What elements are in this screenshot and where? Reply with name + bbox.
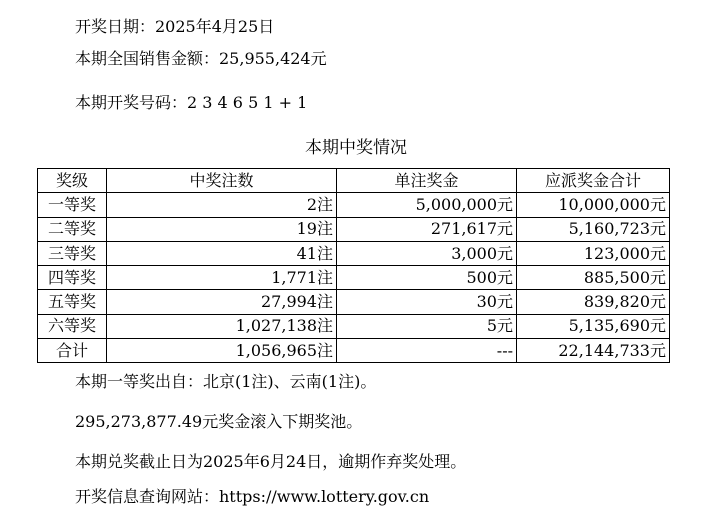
cell-total: 5,160,723元 xyxy=(517,217,670,241)
table-row xyxy=(38,266,670,290)
table-row xyxy=(38,314,670,338)
cell-count: 2注 xyxy=(107,193,337,217)
cell-count: 41注 xyxy=(107,241,337,265)
column-header-count: 中奖注数 xyxy=(107,169,337,193)
cell-level: 一等奖 xyxy=(38,193,107,217)
table-row xyxy=(38,241,670,265)
column-header-level: 奖级 xyxy=(38,169,107,193)
cell-total: 10,000,000元 xyxy=(517,193,670,217)
table-caption: 本期中奖情况 xyxy=(305,138,407,158)
claim-deadline: 本期兑奖截止日为2025年6月24日，逾期作弃奖处理。 xyxy=(75,452,467,471)
table-header-row xyxy=(38,169,670,193)
cell-prize: --- xyxy=(337,339,517,363)
cell-total: 22,144,733元 xyxy=(517,339,670,363)
cell-level: 二等奖 xyxy=(38,217,107,241)
cell-count: 1,056,965注 xyxy=(107,339,337,363)
cell-total: 885,500元 xyxy=(517,266,670,290)
table-total-row xyxy=(38,339,670,363)
cell-count: 1,771注 xyxy=(107,266,337,290)
cell-level: 五等奖 xyxy=(38,290,107,314)
cell-count: 19注 xyxy=(107,217,337,241)
cell-prize: 5,000,000元 xyxy=(337,193,517,217)
cell-level: 合计 xyxy=(38,339,107,363)
winning-numbers: 本期开奖号码：2 3 4 6 5 1 + 1 xyxy=(75,93,308,112)
column-header-total: 应派奖金合计 xyxy=(517,169,670,193)
cell-count: 1,027,138注 xyxy=(107,314,337,338)
cell-level: 三等奖 xyxy=(38,241,107,265)
draw-date: 开奖日期：2025年4月25日 xyxy=(75,17,275,36)
prize-table xyxy=(37,168,670,363)
table-row xyxy=(38,290,670,314)
first-prize-origin: 本期一等奖出自：北京(1注)、云南(1注)。 xyxy=(75,372,377,391)
info-website: 开奖信息查询网站：https://www.lottery.gov.cn xyxy=(75,487,430,506)
sales-amount: 本期全国销售金额：25,955,424元 xyxy=(75,49,327,68)
rollover-amount: 295,273,877.49元奖金滚入下期奖池。 xyxy=(75,412,363,431)
cell-total: 123,000元 xyxy=(517,241,670,265)
table-row xyxy=(38,217,670,241)
cell-prize: 500元 xyxy=(337,266,517,290)
cell-count: 27,994注 xyxy=(107,290,337,314)
cell-total: 5,135,690元 xyxy=(517,314,670,338)
column-header-prize: 单注奖金 xyxy=(337,169,517,193)
cell-prize: 3,000元 xyxy=(337,241,517,265)
cell-total: 839,820元 xyxy=(517,290,670,314)
cell-level: 四等奖 xyxy=(38,266,107,290)
cell-prize: 30元 xyxy=(337,290,517,314)
table-row xyxy=(38,193,670,217)
cell-level: 六等奖 xyxy=(38,314,107,338)
cell-prize: 271,617元 xyxy=(337,217,517,241)
cell-prize: 5元 xyxy=(337,314,517,338)
